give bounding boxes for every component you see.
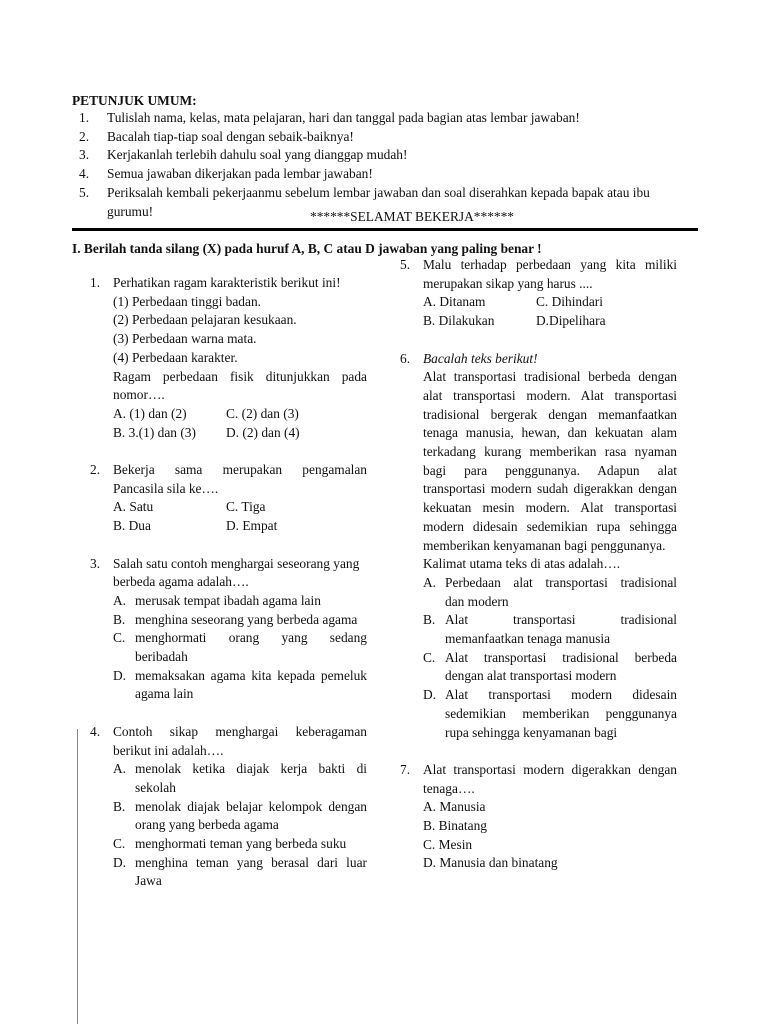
instruction-item (79, 109, 689, 128)
option-text: menolak diajak belajar kelompok dengan (135, 798, 367, 814)
option-text: dengan alat transportasi modern (445, 668, 617, 684)
option-text: menolak ketika diajak kerja bakti di (135, 761, 367, 777)
question-number: 2. (90, 462, 101, 478)
option-text: memanfaatkan tenaga manusia (445, 631, 611, 647)
section-title: I. Berilah tanda silang (X) pada huruf A, B, C atau D jawaban yang paling benar ! (72, 241, 542, 256)
question-text: Kalimat utama teks di atas adalah…. (423, 556, 621, 572)
option-b[interactable]: B. 3.(1) dan (3) (113, 424, 196, 440)
option-letter: D. (113, 854, 127, 870)
question-text: Alat transportasi modern digerakkan dengan (423, 761, 677, 777)
question-text: Salah satu contoh menghargai seseorang yang (113, 555, 360, 571)
question-2 (90, 461, 367, 536)
option-text: menghina seseorang yang berbeda agama (135, 611, 358, 627)
passage-line: transportasi modern sudah digerakkan dengan (423, 481, 677, 497)
option-c[interactable]: C. Dihindari (536, 294, 603, 310)
question-number: 4. (90, 723, 101, 739)
question-number: 3. (90, 555, 101, 571)
option-a[interactable] (113, 760, 367, 797)
question-6 (400, 350, 677, 743)
list-item: (3) Perbedaan warna mata. (113, 331, 257, 347)
option-c[interactable] (113, 629, 367, 666)
list-item: (4) Perbedaan karakter. (113, 349, 238, 365)
question-stem: Perhatikan ragam karakteristik berikut ini! (113, 275, 341, 290)
question-7 (400, 761, 677, 873)
instruction-text: Tulislah nama, kelas, mata pelajaran, hari dan tanggal pada bagian atas lembar jawaban! (107, 110, 580, 125)
question-4 (90, 723, 367, 891)
question-text: Pancasila sila ke…. (113, 480, 219, 496)
question-text: Bekerja sama merupakan pengamalan (113, 462, 367, 478)
option-text: Alat transportasi tradisional (445, 612, 677, 628)
option-letter: D. (423, 687, 437, 703)
option-d[interactable]: D.Dipelihara (536, 313, 606, 329)
options-row (113, 517, 367, 536)
question-1 (90, 274, 367, 442)
question-3 (90, 555, 367, 705)
question-text: berikut ini adalah…. (113, 742, 224, 758)
instruction-text: Kerjakanlah terlebih dahulu soal yang dianggap mudah! (107, 147, 408, 163)
option-text: orang yang berbeda agama (135, 817, 279, 833)
question-text: Ragam perbedaan fisik ditunjukkan pada (113, 368, 367, 384)
option-a[interactable]: A. Satu (113, 499, 154, 515)
general-instructions (79, 109, 689, 221)
option-c[interactable] (113, 835, 367, 854)
instruction-number: 5. (79, 184, 90, 200)
option-letter: A. (113, 761, 127, 777)
passage-line: alat transportasi modern. Alat transportasi (423, 387, 677, 403)
option-d[interactable]: D. Manusia dan binatang (423, 855, 558, 871)
right-column (400, 256, 677, 873)
options-row (113, 424, 367, 443)
instruction-item (79, 165, 689, 184)
option-letter: C. (113, 836, 126, 852)
option-a[interactable] (113, 592, 367, 611)
option-a[interactable]: A. Manusia (423, 799, 486, 815)
option-d[interactable]: D. (2) dan (4) (226, 424, 300, 440)
option-letter: A. (423, 574, 437, 590)
options-row (113, 498, 367, 517)
passage-line: tenaga manusia, hewan, dan kekuatan alam (423, 425, 677, 441)
option-b[interactable] (423, 611, 677, 648)
passage-line: kekuatan mesin modern. Alat transportasi (423, 500, 677, 516)
option-text: sekolah (135, 779, 176, 795)
instruction-number: 3. (79, 147, 90, 163)
options-row (423, 293, 677, 312)
option-b[interactable]: B. Dua (113, 518, 151, 534)
option-letter: C. (113, 630, 126, 646)
option-text: Perbedaan alat transportasi tradisional (445, 574, 677, 590)
petunjuk-title: PETUNJUK UMUM: (72, 93, 197, 108)
option-c[interactable]: C. (2) dan (3) (226, 405, 299, 421)
instruction-text: Bacalah tiap-tiap soal dengan sebaik-baiknya! (107, 128, 354, 144)
question-intro: Bacalah teks berikut! (423, 350, 538, 366)
option-c[interactable] (423, 649, 677, 686)
option-text: sedemikian memberikan penggunanya (445, 705, 677, 721)
question-text: Malu terhadap perbedaan yang kita miliki (423, 257, 677, 272)
question-text: merupakan sikap yang harus .... (423, 275, 593, 291)
option-letter: B. (113, 798, 126, 814)
option-letter: D. (113, 667, 127, 683)
option-c[interactable]: C. Tiga (226, 499, 266, 515)
option-text: dan modern (445, 593, 509, 609)
margin-line (77, 729, 78, 1024)
passage-line: memberikan kenyamanan bagi penggunanya. (423, 537, 666, 553)
instruction-number: 2. (79, 128, 90, 144)
instruction-item (79, 146, 689, 165)
list-item: (2) Perbedaan pelajaran kesukaan. (113, 312, 297, 328)
passage-line: tradisional bergerak dengan memanfaatkan (423, 406, 677, 422)
option-letter: A. (113, 592, 127, 608)
option-text: agama lain (135, 686, 194, 702)
header-divider (72, 228, 698, 231)
passage-line: bagi para penggunanya. Adapun alat (423, 462, 677, 478)
list-item: (1) Perbedaan tinggi badan. (113, 293, 261, 309)
selamat-bekerja: ******SELAMAT BEKERJA****** (310, 209, 514, 224)
option-b[interactable] (113, 611, 367, 630)
option-text: Alat transportasi modern didesain (445, 687, 677, 703)
question-text: nomor…. (113, 387, 165, 403)
option-text: Alat transportasi tradisional berbeda (445, 649, 677, 665)
option-b[interactable] (113, 798, 367, 835)
passage-line: terkadang kurang memberikan rasa nyaman (423, 444, 677, 460)
option-letter: C. (423, 649, 436, 665)
option-d[interactable]: D. Empat (226, 518, 278, 534)
option-c[interactable]: C. Mesin (423, 836, 473, 852)
options-row (423, 312, 677, 331)
question-text: berbeda agama adalah…. (113, 574, 249, 590)
option-d[interactable] (113, 854, 367, 891)
option-d[interactable] (423, 686, 677, 742)
option-a[interactable]: A. (1) dan (2) (113, 405, 187, 421)
passage-line: Alat transportasi tradisional berbeda dengan (423, 369, 677, 385)
instruction-number: 4. (79, 166, 90, 182)
option-text: Jawa (135, 873, 162, 889)
question-number: 7. (400, 761, 411, 777)
option-text: menghormati teman yang berbeda suku (135, 836, 347, 852)
option-text: rupa sehingga kenyamanan bagi (445, 724, 618, 740)
option-text: memaksakan agama kita kepada pemeluk (135, 667, 367, 683)
instruction-number: 1. (79, 110, 90, 125)
option-a[interactable] (423, 574, 677, 611)
question-number: 5. (400, 257, 411, 272)
question-number: 6. (400, 350, 411, 366)
left-column (90, 274, 367, 891)
option-text: beribadah (135, 649, 188, 665)
options-row (113, 405, 367, 424)
passage-line: modern didesain sedemikian rupa sehingga (423, 518, 677, 534)
option-text: merusak tempat ibadah agama lain (135, 592, 321, 608)
option-text: menghina teman yang berasal dari luar (135, 854, 367, 870)
option-b[interactable]: B. Binatang (423, 818, 487, 834)
option-letter: B. (113, 611, 126, 627)
option-d[interactable] (113, 667, 367, 704)
question-text: tenaga…. (423, 780, 475, 796)
question-number: 1. (90, 275, 101, 290)
option-text: menghormati orang yang sedang (135, 630, 367, 646)
option-b[interactable]: B. Dilakukan (423, 313, 495, 329)
instruction-text: Periksalah kembali pekerjaanmu sebelum lembar jawaban dan soal diserahkan kepada bapak atau ibu gurumu! (107, 184, 650, 219)
instruction-text: Semua jawaban dikerjakan pada lembar jawaban! (107, 166, 373, 182)
question-5 (400, 256, 677, 331)
option-letter: B. (423, 612, 436, 628)
option-a[interactable]: A. Ditanam (423, 294, 486, 310)
question-text: Contoh sikap menghargai keberagaman (113, 723, 367, 739)
instruction-item (79, 128, 689, 147)
